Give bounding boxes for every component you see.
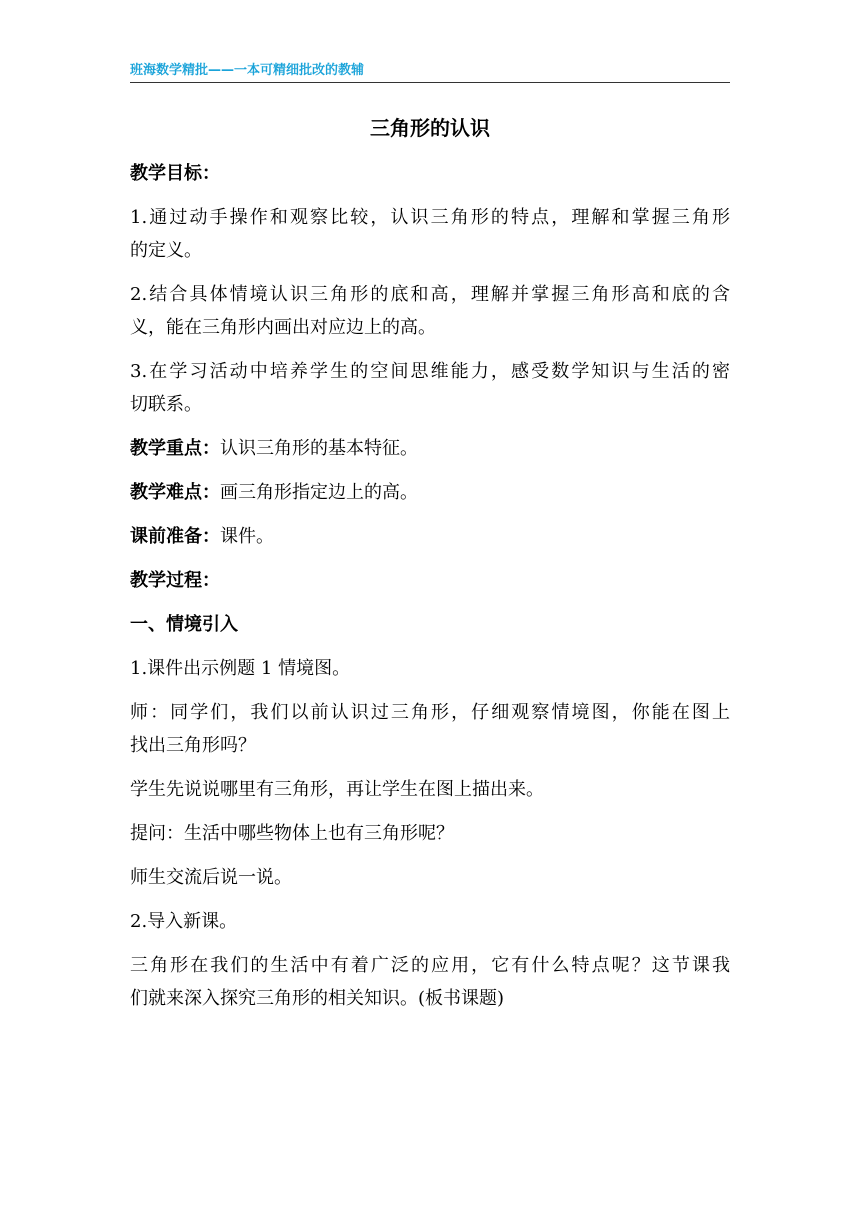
- header-divider: [130, 82, 730, 83]
- preparation-label: 课前准备：: [130, 526, 220, 547]
- preparation: [130, 520, 730, 553]
- discussion: 师生交流后说一说。: [130, 867, 292, 888]
- goals-heading: 教学目标：: [130, 163, 220, 184]
- section-1-heading: 一、情境引入: [130, 614, 238, 635]
- step-2: 2.导入新课。: [130, 911, 238, 932]
- question: 提问：生活中哪些物体上也有三角形呢？: [130, 823, 454, 844]
- step-1: 1.课件出示例题 1 情境图。: [130, 658, 351, 679]
- key-point: [130, 432, 730, 465]
- intro-line-2: 们就来深入探究三角形的相关知识。(板书课题): [130, 988, 505, 1009]
- goal-1-line-2: 的定义。: [130, 240, 202, 261]
- document-title: 三角形的认识: [370, 116, 490, 140]
- goal-1-line-1: 1.通过动手操作和观察比较，认识三角形的特点，理解和掌握三角形: [130, 207, 730, 228]
- students-activity: 学生先说说哪里有三角形，再让学生在图上描出来。: [130, 779, 544, 800]
- intro-line-1: 三角形在我们的生活中有着广泛的应用，它有什么特点呢？这节课我: [130, 955, 730, 976]
- page-header: 班海数学精批——一本可精细批改的教辅: [130, 63, 365, 78]
- difficulty-label: 教学难点：: [130, 482, 220, 503]
- document-body: [130, 157, 730, 1015]
- key-point-label: 教学重点：: [130, 438, 220, 459]
- difficulty: [130, 476, 730, 509]
- difficulty-text: 画三角形指定边上的高。: [220, 482, 418, 503]
- teacher-line-1: 师：同学们，我们以前认识过三角形，仔细观察情境图，你能在图上: [130, 702, 730, 723]
- goal-3-line-2: 切联系。: [130, 394, 202, 415]
- process-heading: 教学过程：: [130, 570, 220, 591]
- preparation-text: 课件。: [220, 526, 274, 547]
- document-page: [130, 0, 730, 1216]
- goal-2-line-1: 2.结合具体情境认识三角形的底和高，理解并掌握三角形高和底的含: [130, 284, 730, 305]
- key-point-text: 认识三角形的基本特征。: [220, 438, 418, 459]
- goal-2-line-2: 义，能在三角形内画出对应边上的高。: [130, 317, 436, 338]
- teacher-line-2: 找出三角形吗？: [130, 735, 256, 756]
- goal-3-line-1: 3.在学习活动中培养学生的空间思维能力，感受数学知识与生活的密: [130, 361, 730, 382]
